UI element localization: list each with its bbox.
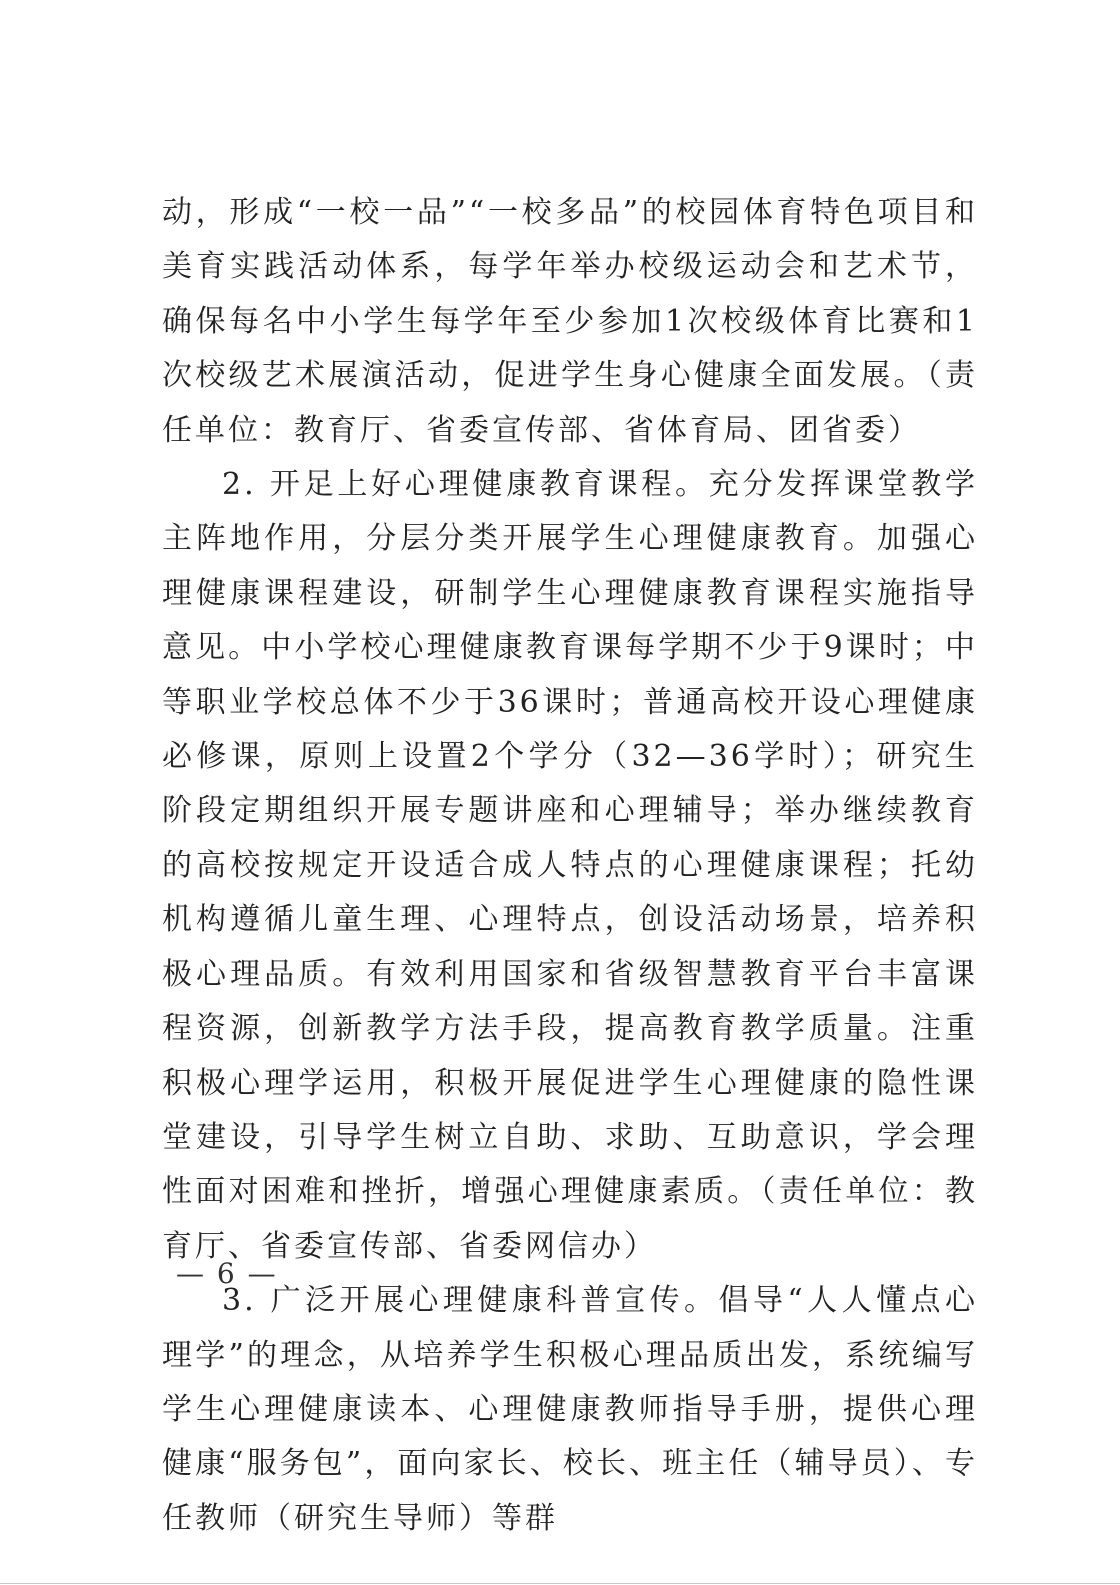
page-number: — 6 —	[176, 1257, 278, 1290]
paragraph-item-3: 3. 广泛开展心理健康科普宣传。倡导“人人懂点心理学”的理念，从培养学生积极心理品质出发，系统编写学生心理健康读本、心理健康教师指导手册，提供心理健康“服务包”，面向家长、校长、班主任（辅导员）、专任教师（研究生导师）等群	[162, 1283, 978, 1536]
paragraph-item-2: 2. 开足上好心理健康教育课程。充分发挥课堂教学主阵地作用，分层分类开展学生心理健康教育。加强心理健康课程建设，研制学生心理健康教育课程实施指导意见。中小学校心理健康教育课每学期不少于9课时；中等职业学校总体不少于36课时；普通高校开设心理健康必修课，原则上设置2个学分（32—36学时）；研究生阶段定期组织开展专题讲座和心理辅导；举办继续教育的高校按规定开设适合成人特点的心理健康课程；托幼机构遵循儿童生理、心理特点，创设活动场景，培养积极心理品质。有效利用国家和省级智慧教育平台丰富课程资源，创新教学方法手段，提高教育教学质量。注重积极心理学运用，积极开展促进学生心理健康的隐性课堂建设，引导学生树立自助、求助、互助意识，学会理性面对困难和挫折，增强心理健康素质。（责任单位：教育厅、省委宣传部、省委网信办）	[162, 467, 978, 1264]
paragraph-continuation: 动，形成“一校一品”“一校多品”的校园体育特色项目和美育实践活动体系，每学年举办校级运动会和艺术节，确保每名中小学生每学年至少参加1次校级体育比赛和1次校级艺术展演活动，促进学生身心健康全面发展。（责任单位：教育厅、省委宣传部、省体育局、团省委）	[162, 195, 978, 448]
body-text	[162, 186, 978, 1546]
page-bottom-edge	[0, 1583, 1120, 1584]
